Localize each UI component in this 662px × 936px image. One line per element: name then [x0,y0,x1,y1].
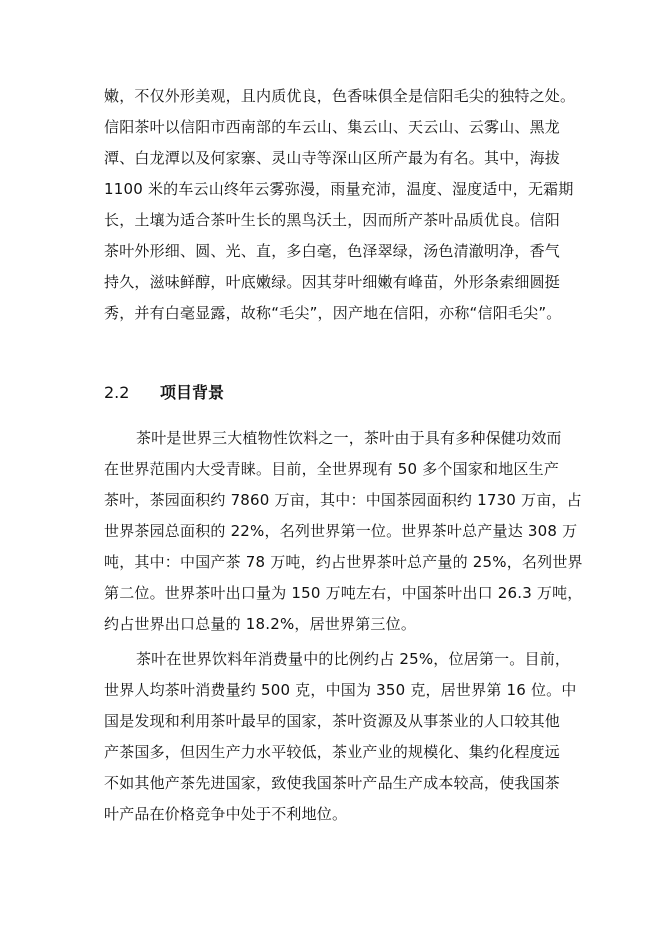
intro-line: 持久，滋味鲜醇，叶底嫩绿。因其芽叶细嫩有峰苗，外形条索细圆挺 [104,273,561,291]
intro-line: 秀，并有白毫显露，故称“毛尖”，因产地在信阳，亦称“信阳毛尖”。 [104,304,562,322]
paragraph-2-line: 不如其他产茶先进国家，致使我国茶叶产品生产成本较高，使我国茶 [104,774,561,792]
section-title: 项目背景 [160,383,225,402]
intro-line: 茶叶外形细、圆、光、直，多白毫，色泽翠绿，汤色清澈明净，香气 [104,242,561,260]
paragraph-2-line: 国是发现和利用茶叶最早的国家，茶叶资源及从事茶业的人口较其他 [104,712,561,730]
paragraph-2-line: 茶叶在世界饮料年消费量中的比例约占 25%，位居第一。目前， [136,650,571,668]
intro-line: 长，土壤为适合茶叶生长的黑鸟沃土，因而所产茶叶品质优良。信阳 [104,211,561,229]
paragraph-1-line: 世界茶园总面积的 22%，名列世界第一位。世界茶叶总产量达 308 万 [104,522,578,540]
paragraph-1-line: 茶叶，茶园面积约 7860 万亩，其中：中国茶园面积约 1730 万亩，占 [104,491,582,509]
paragraph-2-line: 世界人均茶叶消费量约 500 克，中国为 350 克，居世界第 16 位。中 [104,681,577,699]
paragraph-1-line: 吨，其中：中国产茶 78 万吨，约占世界茶叶总产量的 25%，名列世界 [104,553,583,571]
paragraph-1-line: 第二位。世界茶叶出口量为 150 万吨左右，中国茶叶出口 26.3 万吨， [104,584,583,602]
intro-line: 1100 米的车云山终年云雾弥漫，雨量充沛，温度、湿度适中，无霜期 [104,180,574,198]
paragraph-2-line: 叶产品在价格竞争中处于不利地位。 [104,805,348,823]
paragraph-1-line: 茶叶是世界三大植物性饮料之一，茶叶由于具有多种保健功效而 [136,429,562,447]
intro-line: 嫩，不仅外形美观，且内质优良，色香味俱全是信阳毛尖的独特之处。 [104,87,576,105]
paragraph-1-line: 约占世界出口总量的 18.2%，居世界第三位。 [104,615,417,633]
paragraph-1-line: 在世界范围内大受青睐。目前，全世界现有 50 多个国家和地区生产 [104,460,560,478]
intro-line: 信阳茶叶以信阳市西南部的车云山、集云山、天云山、云雾山、黑龙 [104,118,561,136]
section-heading [104,382,224,404]
intro-line: 潭、白龙潭以及何家寨、灵山寺等深山区所产最为有名。其中，海拔 [104,149,561,167]
section-number: 2.2 [104,383,130,402]
paragraph-2-line: 产茶国多，但因生产力水平较低，茶业产业的规模化、集约化程度远 [104,743,561,761]
